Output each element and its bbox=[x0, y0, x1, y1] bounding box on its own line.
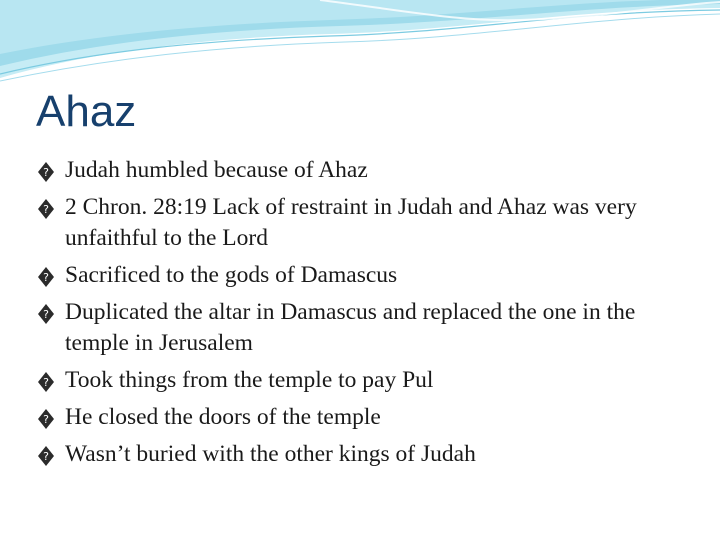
bullet-item bbox=[36, 192, 686, 254]
missing-glyph-icon bbox=[36, 402, 60, 433]
svg-text:?: ? bbox=[43, 308, 49, 321]
bullet-item bbox=[36, 155, 686, 186]
svg-text:?: ? bbox=[43, 413, 49, 426]
bullet-item bbox=[36, 402, 686, 433]
slide-title: Ahaz bbox=[36, 87, 137, 136]
missing-glyph-icon bbox=[36, 155, 60, 186]
bullet-item bbox=[36, 365, 686, 396]
svg-text:?: ? bbox=[43, 203, 49, 216]
bullet-list bbox=[36, 155, 686, 476]
bullet-text: Wasn’t buried with the other kings of Judah bbox=[65, 441, 476, 467]
bullet-item bbox=[36, 439, 686, 470]
bullet-text: Duplicated the altar in Damascus and replaced the one in the temple in Jerusalem bbox=[65, 299, 636, 356]
bullet-text: 2 Chron. 28:19 Lack of restraint in Judah and Ahaz was very unfaithful to the Lord bbox=[65, 194, 637, 251]
decorative-wave-banner bbox=[0, 0, 720, 90]
svg-text:?: ? bbox=[43, 450, 49, 463]
missing-glyph-icon bbox=[36, 297, 60, 328]
missing-glyph-icon bbox=[36, 365, 60, 396]
missing-glyph-icon bbox=[36, 439, 60, 470]
bullet-text: Judah humbled because of Ahaz bbox=[65, 157, 368, 183]
svg-text:?: ? bbox=[43, 166, 49, 179]
bullet-text: Took things from the temple to pay Pul bbox=[65, 367, 434, 393]
bullet-item bbox=[36, 297, 686, 359]
missing-glyph-icon bbox=[36, 260, 60, 291]
svg-text:?: ? bbox=[43, 376, 49, 389]
bullet-item bbox=[36, 260, 686, 291]
bullet-text: Sacrificed to the gods of Damascus bbox=[65, 262, 398, 288]
missing-glyph-icon bbox=[36, 192, 60, 223]
bullet-text: He closed the doors of the temple bbox=[65, 404, 381, 430]
svg-text:?: ? bbox=[43, 271, 49, 284]
